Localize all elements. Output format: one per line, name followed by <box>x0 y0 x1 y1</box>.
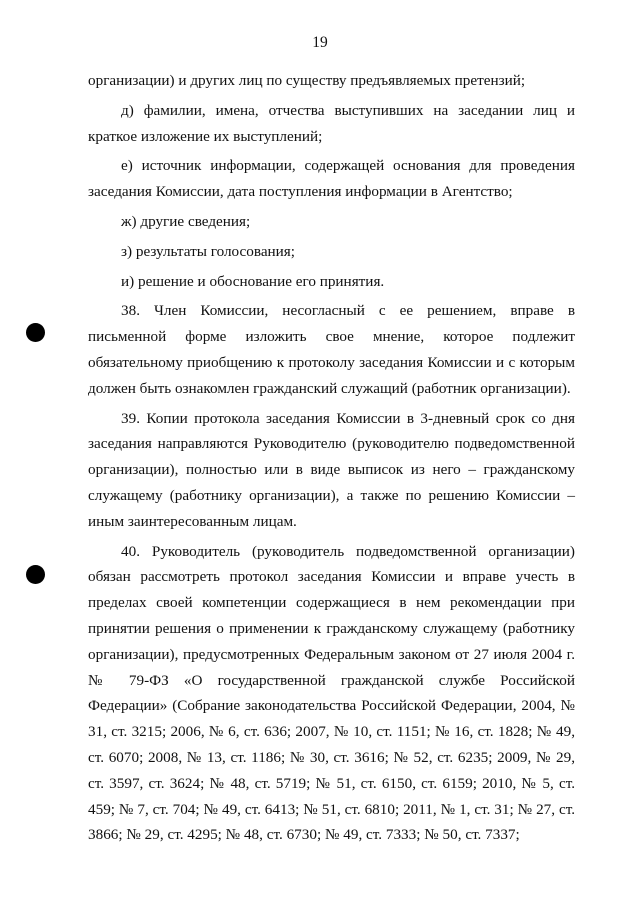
paragraph-continuation: организации) и других лиц по существу предъявляемых претензий; <box>88 72 526 89</box>
list-item-e: е) источник информации, содержащей основания для проведения заседания Комиссии, дата поступления информации в Агентство; <box>88 157 575 201</box>
list-item-d: д) фамилии, имена, отчества выступивших на заседании лиц и краткое изложение их выступлений; <box>88 101 575 145</box>
paragraph-38: 38. Член Комиссии, несогласный с ее решением, вправе в письменной форме изложить свое мнение, которое подлежит обязательному приобщению к протоколу заседания Комиссии и с которым должен быть ознакомлен гражданский служащий (работник организации). <box>88 302 575 397</box>
list-item-z: з) результаты голосования; <box>121 242 296 260</box>
paragraph-40: 40. Руководитель (руководитель подведомственной организации) обязан рассмотреть протокол заседания Комиссии и вправе учесть в пределах своей компетенции содержащиеся в нем рекомендации при принятии решения о применении к гражданскому служащему (работнику организации), предусмотренных Федеральным законом от 27 июля 2004 г. № 79-ФЗ «О государственной гражданской службе Российской Федерации» (Собрание законодательства Российской Федерации, 2004, № 31, ст. 3215; 2006, № 6, ст. 636; 2007, № 10, ст. 1151; № 16, ст. 1828; № 49, ст. 6070; 2008, № 13, ст. 1186; № 30, ст. 3616; № 52, ст. 6235; 2009, № 29, ст. 3597, ст. 3624; № 48, ст. 5719; № 51, ст. 6150, ст. 6159; 2010, № 5, ст. 459; № 7, ст. 704; № 49, ст. 6413; № 51, ст. 6810; 2011, № 1, ст. 31; № 27, ст. 3866; № 29, ст. 4295; № 48, ст. 6730; № 49, ст. 7333; № 50, ст. 7337; <box>88 542 575 844</box>
document-body <box>88 68 575 848</box>
list-item-i: и) решение и обоснование его принятия. <box>121 272 385 290</box>
punch-hole-bottom <box>26 565 45 584</box>
page-number: 19 <box>312 34 328 51</box>
punch-hole-top <box>26 323 45 342</box>
list-item-zh: ж) другие сведения; <box>121 212 251 230</box>
paragraph-39: 39. Копии протокола заседания Комиссии в 3-дневный срок со дня заседания направляются Руководителю (руководителю подведомственной организации), полностью или в виде выписок из него – гражданскому служащему (работнику организации), а также по решению Комиссии – иным заинтересованным лицам. <box>88 409 575 530</box>
